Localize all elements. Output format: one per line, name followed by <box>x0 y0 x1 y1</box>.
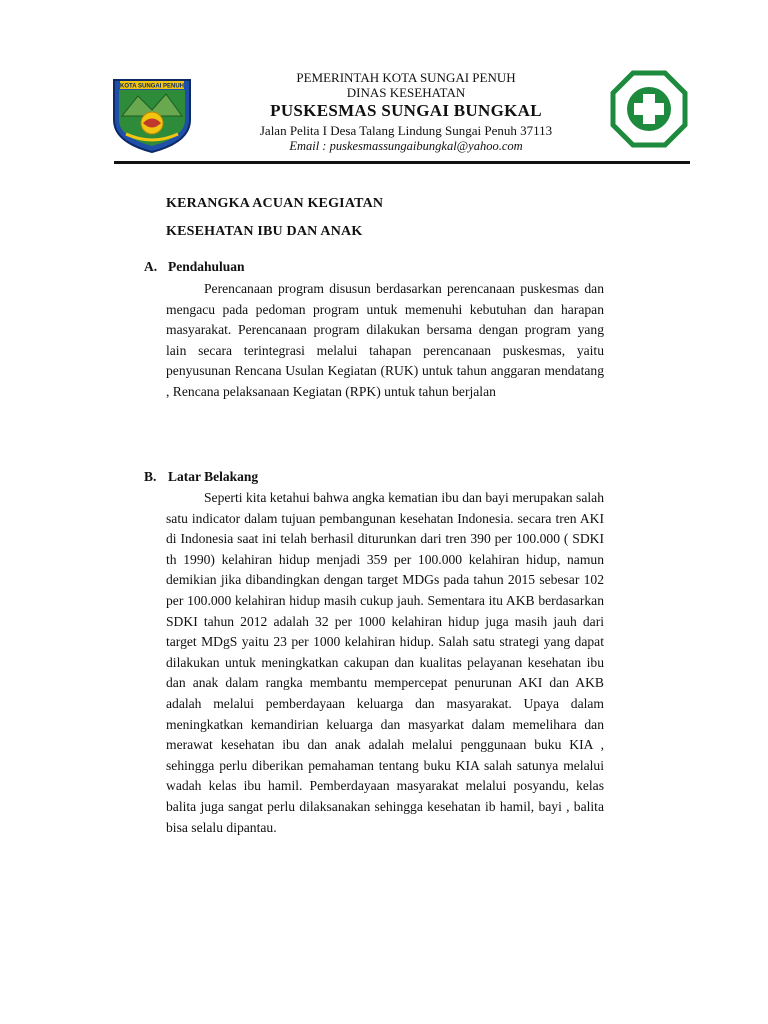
letterhead-divider <box>114 161 690 164</box>
institution-name: PUSKESMAS SUNGAI BUNGKAL <box>270 101 542 120</box>
section-a-heading <box>144 259 245 275</box>
section-b-heading <box>144 469 258 485</box>
letterhead <box>200 70 612 154</box>
section-b-paragraph: Seperti kita ketahui bahwa angka kematian ibu dan bayi merupakan salah satu indicator dalam tujuan pembangunan kesehatan Indonesia. secara tren AKI di Indonesia saat ini telah berhasil diturunkan dari tren 390 per 100.000 ( SDKI th 1990) kelahiran hidup menjadi 359 per 100.000 kelahiran hidup, namun demikian jika dibandingkan dengan target MDGs pada tahun 2015 sebesar 102 per 100.000 kelahiran hidup masih cukup jauh. Sementara itu AKB berdasarkan SDKI tahun 2012 adalah 32 per 1000 kelahiran hidup juga masih jauh dari target MDgS yaitu 23 per 1000 kelahiran hidup. Salah satu strategi yang dapat dilakukan untuk meningkatkan cakupan dan kualitas pelayanan kesehatan ibu dan anak dalam rangka membantu mempercepat penurunan AKI dan AKB adalah melalui pemberdayaan keluarga dan masyarakat. Upaya dalam meningkatkan kemandirian keluarga dan masyarkat dalam memelihara dan merawat kesehatan ibu dan anak adalah melalui penggunaan buku KIA , sehingga perlu diberikan pemahaman tentang buku KIA salah satunya melalui wadah kelas ibu hamil. Pemberdayaan masyarakat melalui posyandu, kelas balita juga sangat perlu dilaksanakan sehingga kesehatan ib hamil, bayi , balita bisa selalu dipantau. <box>166 490 604 835</box>
government-line: PEMERINTAH KOTA SUNGAI PENUH <box>296 70 516 85</box>
document-title: KERANGKA ACUAN KEGIATAN <box>166 196 384 211</box>
puskesmas-logo-icon <box>610 70 688 148</box>
section-a-letter: A. <box>144 259 158 274</box>
section-a-paragraph: Perencanaan program disusun berdasarkan perencanaan puskesmas dan mengacu pada pedoman program untuk memenuhi kebutuhan dan harapan masyarakat. Perencanaan program dilakukan bersama dengan program yang lain secara terintegrasi melalui tahapan perencanaan puskesmas, yaitu penyusunan Rencana Usulan Kegiatan (RUK) untuk tahun anggaran mendatang , Rencana pelaksanaan Kegiatan (RPK) untuk tahun berjalan <box>166 281 604 399</box>
department-line: DINAS KESEHATAN <box>346 85 466 100</box>
document-subtitle: KESEHATAN IBU DAN ANAK <box>166 224 363 239</box>
address-line: Jalan Pelita I Desa Talang Lindung Sungai Penuh 37113 <box>259 123 553 138</box>
section-b-title: Latar Belakang <box>168 469 259 484</box>
kota-sungai-penuh-emblem <box>108 76 196 154</box>
section-a-title: Pendahuluan <box>168 259 245 274</box>
emblem-banner-text: KOTA SUNGAI PENUH <box>119 83 185 90</box>
section-b-letter: B. <box>144 469 157 484</box>
email-line: Email : puskesmassungaibungkal@yahoo.com <box>289 139 523 153</box>
